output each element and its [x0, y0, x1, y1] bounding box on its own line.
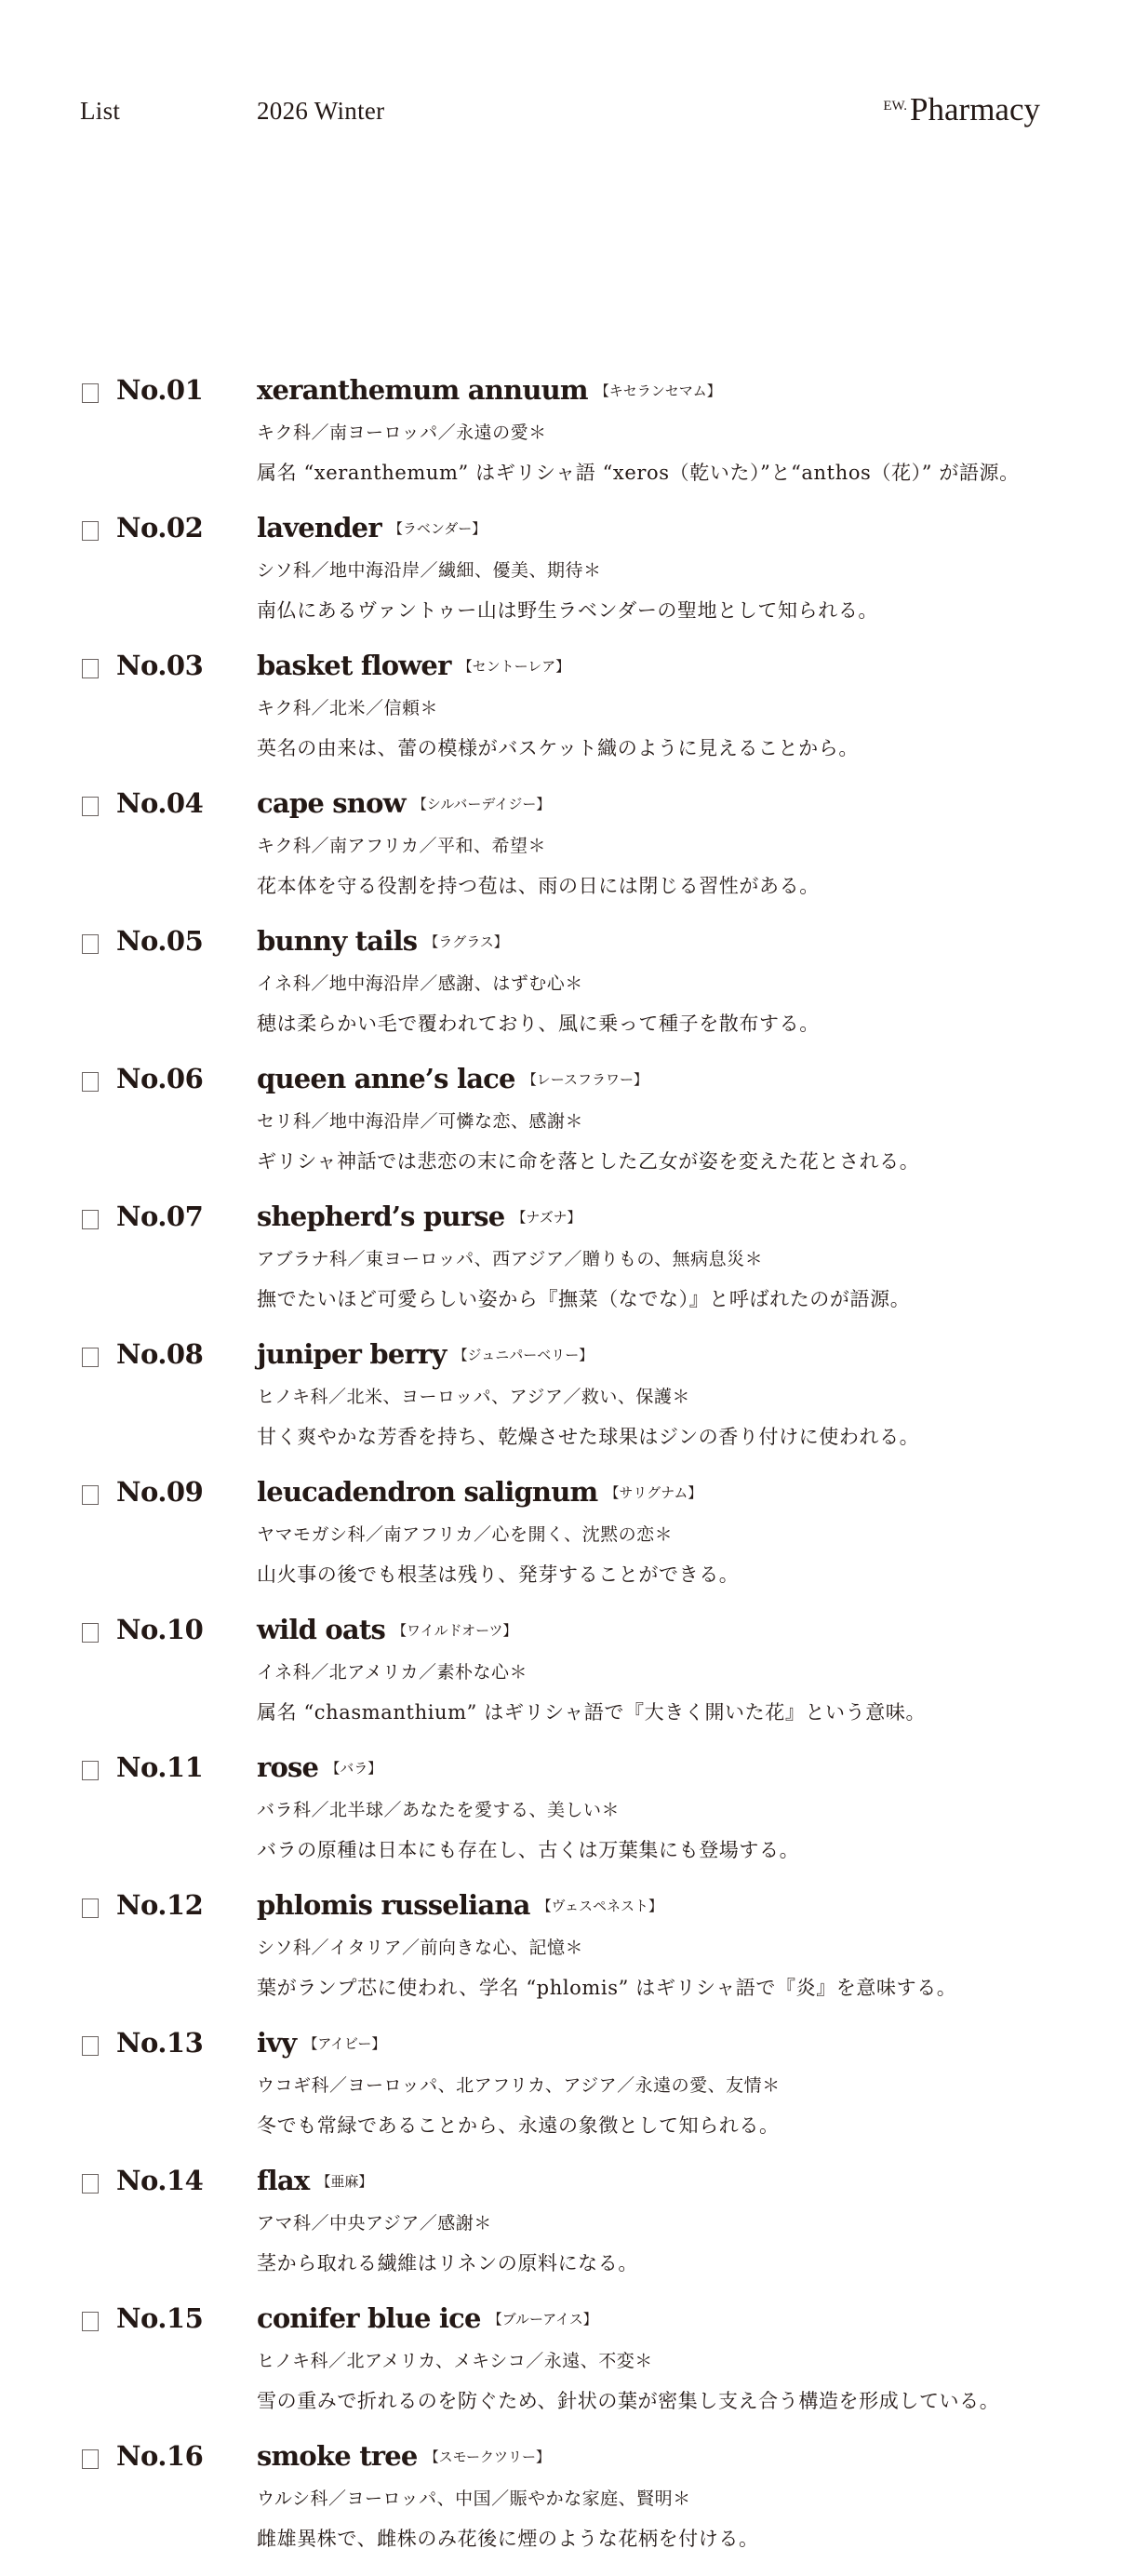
list-label: List [80, 97, 121, 125]
item-checkbox[interactable] [82, 1623, 99, 1643]
item-checkbox[interactable] [82, 2312, 99, 2331]
item-title-row [257, 2027, 385, 2059]
item-number: No.02 [116, 512, 204, 543]
item-kana: 【ブルーアイス】 [488, 2311, 597, 2328]
item-checkbox[interactable] [82, 521, 99, 541]
item-description: 撫でたいほど可愛らしい姿から『撫菜（なでな）』と呼ばれたのが語源。 [257, 1288, 911, 1310]
item-title-row [257, 925, 508, 957]
item-description: 属名 “chasmanthium” はギリシャ語で『大きく開いた花』という意味。 [257, 1701, 927, 1724]
list-item [0, 1612, 1122, 1750]
item-meta: キク科／北米／信頼＊ [257, 698, 439, 718]
list-item [0, 648, 1122, 785]
item-number: No.09 [116, 1476, 204, 1508]
page-header [0, 0, 1122, 149]
item-name: smoke tree [257, 2440, 418, 2472]
item-number: No.16 [116, 2440, 204, 2472]
item-number: No.07 [116, 1201, 204, 1232]
item-kana: 【バラ】 [326, 1760, 382, 1777]
list-item [0, 2025, 1122, 2163]
item-meta: ウルシ科／ヨーロッパ、中国／賑やかな家庭、賢明＊ [257, 2489, 691, 2509]
item-title-row [257, 1751, 381, 1783]
brand-name: Pharmacy [910, 91, 1040, 127]
item-description: 雪の重みで折れるのを防ぐため、針状の葉が密集し支え合う構造を形成している。 [257, 2390, 1000, 2412]
list-item [0, 923, 1122, 1061]
item-title-row [257, 1338, 593, 1370]
item-meta: アマ科／中央アジア／感謝＊ [257, 2213, 492, 2234]
item-kana: 【ラグラス】 [424, 933, 508, 950]
item-checkbox[interactable] [82, 1485, 99, 1505]
list-item [0, 1887, 1122, 2025]
item-checkbox[interactable] [82, 1898, 99, 1918]
list-item [0, 510, 1122, 648]
item-title-row [257, 1889, 662, 1921]
item-number: No.13 [116, 2027, 204, 2059]
item-title-row [257, 1614, 517, 1645]
item-title-row [257, 2302, 597, 2334]
item-name: wild oats [257, 1614, 386, 1645]
item-description: 甘く爽やかな芳香を持ち、乾燥させた球果はジンの香り付けに使われる。 [257, 1426, 920, 1448]
list-item [0, 1199, 1122, 1336]
item-number: No.03 [116, 650, 204, 681]
list-item [0, 1336, 1122, 1474]
item-description: 冬でも常緑であることから、永遠の象徴として知られる。 [257, 2114, 780, 2137]
item-checkbox[interactable] [82, 383, 99, 403]
item-title-row [257, 1201, 581, 1232]
item-kana: 【亜麻】 [316, 2173, 373, 2190]
item-name: shepherd’s purse [257, 1201, 505, 1232]
item-kana: 【キセランセマム】 [594, 382, 721, 399]
item-kana: 【ワイルドオーツ】 [393, 1622, 517, 1639]
item-checkbox[interactable] [82, 1761, 99, 1780]
item-meta: アブラナ科／東ヨーロッパ、西アジア／贈りもの、無病息災＊ [257, 1249, 764, 1269]
item-name: cape snow [257, 787, 406, 819]
item-meta: イネ科／地中海沿岸／感謝、はずむ心＊ [257, 973, 583, 994]
item-description: 葉がランプ芯に使われ、学名 “phlomis” はギリシャ語で『炎』を意味する。 [257, 1977, 957, 1999]
item-meta: キク科／南ヨーロッパ／永遠の愛＊ [257, 423, 547, 443]
item-name: bunny tails [257, 925, 418, 957]
item-meta: ウコギ科／ヨーロッパ、北アフリカ、アジア／永遠の愛、友情＊ [257, 2075, 781, 2096]
brand-prefix: EW. [883, 99, 908, 114]
item-description: 花本体を守る役割を持つ苞は、雨の日には閉じる習性がある。 [257, 875, 820, 897]
item-description: 茎から取れる繊維はリネンの原料になる。 [257, 2252, 638, 2274]
item-checkbox[interactable] [82, 1072, 99, 1092]
item-meta: シソ科／地中海沿岸／繊細、優美、期待＊ [257, 560, 602, 581]
item-number: No.01 [116, 374, 204, 406]
item-description: バラの原種は日本にも存在し、古くは万葉集にも登場する。 [257, 1839, 800, 1861]
item-meta: キク科／南アフリカ／平和、希望＊ [257, 836, 547, 856]
list-item [0, 785, 1122, 923]
item-checkbox[interactable] [82, 2449, 99, 2469]
item-description: 山火事の後でも根茎は残り、発芽することができる。 [257, 1563, 740, 1586]
item-title-row [257, 512, 486, 543]
item-meta: ヒノキ科／北米、ヨーロッパ、アジア／救い、保護＊ [257, 1387, 690, 1407]
item-title-row [257, 787, 550, 819]
item-meta: セリ科／地中海沿岸／可憐な恋、感謝＊ [257, 1111, 584, 1132]
item-kana: 【セントーレア】 [458, 658, 570, 675]
item-kana: 【ナズナ】 [512, 1209, 581, 1226]
item-number: No.11 [116, 1751, 204, 1783]
item-name: lavender [257, 512, 381, 543]
item-checkbox[interactable] [82, 934, 99, 954]
season-label: 2026 Winter [257, 97, 385, 125]
plant-list [0, 372, 1122, 2576]
item-name: conifer blue ice [257, 2302, 481, 2334]
list-item [0, 1061, 1122, 1199]
item-description: 穂は柔らかい毛で覆われており、風に乗って種子を散布する。 [257, 1013, 820, 1035]
item-number: No.08 [116, 1338, 204, 1370]
item-number: No.10 [116, 1614, 204, 1645]
item-description: 雌雄異株で、雌株のみ花後に煙のような花柄を付ける。 [257, 2528, 759, 2550]
list-item [0, 2438, 1122, 2576]
item-description: 英名の由来は、蕾の模様がバスケット織のように見えることから。 [257, 737, 859, 759]
item-title-row [257, 1476, 701, 1508]
item-kana: 【シルバーデイジー】 [412, 796, 551, 812]
item-description: 南仏にあるヴァントゥー山は野生ラベンダーの聖地として知られる。 [257, 599, 879, 622]
item-title-row [257, 2440, 550, 2472]
item-checkbox[interactable] [82, 2036, 99, 2056]
item-number: No.15 [116, 2302, 204, 2334]
list-item [0, 2301, 1122, 2438]
item-number: No.12 [116, 1889, 204, 1921]
item-name: ivy [257, 2027, 297, 2059]
item-meta: イネ科／北アメリカ／素朴な心＊ [257, 1662, 528, 1683]
item-number: No.05 [116, 925, 204, 957]
item-number: No.14 [116, 2165, 204, 2196]
item-name: queen anne’s lace [257, 1063, 515, 1094]
item-title-row [257, 650, 569, 681]
item-name: phlomis russeliana [257, 1889, 530, 1921]
item-checkbox[interactable] [82, 659, 99, 678]
item-name: flax [257, 2165, 310, 2196]
item-number: No.06 [116, 1063, 204, 1094]
item-name: basket flower [257, 650, 451, 681]
item-meta: ヒノキ科／北アメリカ、メキシコ／永遠、不変＊ [257, 2351, 653, 2371]
item-title-row [257, 2165, 372, 2196]
item-title-row [257, 374, 721, 406]
item-name: leucadendron salignum [257, 1476, 598, 1508]
item-kana: 【サリグナム】 [605, 1484, 702, 1501]
item-checkbox[interactable] [82, 2174, 99, 2194]
item-meta: シソ科／イタリア／前向きな心、記憶＊ [257, 1938, 584, 1958]
item-meta: バラ科／北半球／あなたを愛する、美しい＊ [257, 1800, 621, 1820]
item-description: ギリシャ神話では悲恋の末に命を落とした乙女が姿を変えた花とされる。 [257, 1150, 920, 1173]
item-name: juniper berry [257, 1338, 447, 1370]
list-item [0, 1750, 1122, 1887]
list-item [0, 2163, 1122, 2301]
item-kana: 【ラベンダー】 [388, 520, 487, 537]
item-name: rose [257, 1751, 319, 1783]
item-kana: 【アイビー】 [303, 2035, 386, 2052]
list-item [0, 372, 1122, 510]
item-checkbox[interactable] [82, 797, 99, 816]
list-item [0, 1474, 1122, 1612]
item-name: xeranthemum annuum [257, 374, 588, 406]
item-meta: ヤマモガシ科／南アフリカ／心を開く、沈黙の恋＊ [257, 1524, 674, 1545]
item-description: 属名 “xeranthemum” はギリシャ語 “xeros（乾いた）”と“anthos（花）” が語源。 [257, 462, 1020, 484]
item-checkbox[interactable] [82, 1348, 99, 1367]
item-kana: 【ヴェスペネスト】 [537, 1898, 663, 1914]
brand-logo [883, 93, 1040, 126]
item-checkbox[interactable] [82, 1210, 99, 1229]
item-kana: 【レースフラワー】 [522, 1071, 648, 1088]
item-title-row [257, 1063, 648, 1094]
item-kana: 【ジュニパーベリー】 [453, 1347, 594, 1363]
item-number: No.04 [116, 787, 204, 819]
item-kana: 【スモークツリー】 [424, 2449, 550, 2465]
